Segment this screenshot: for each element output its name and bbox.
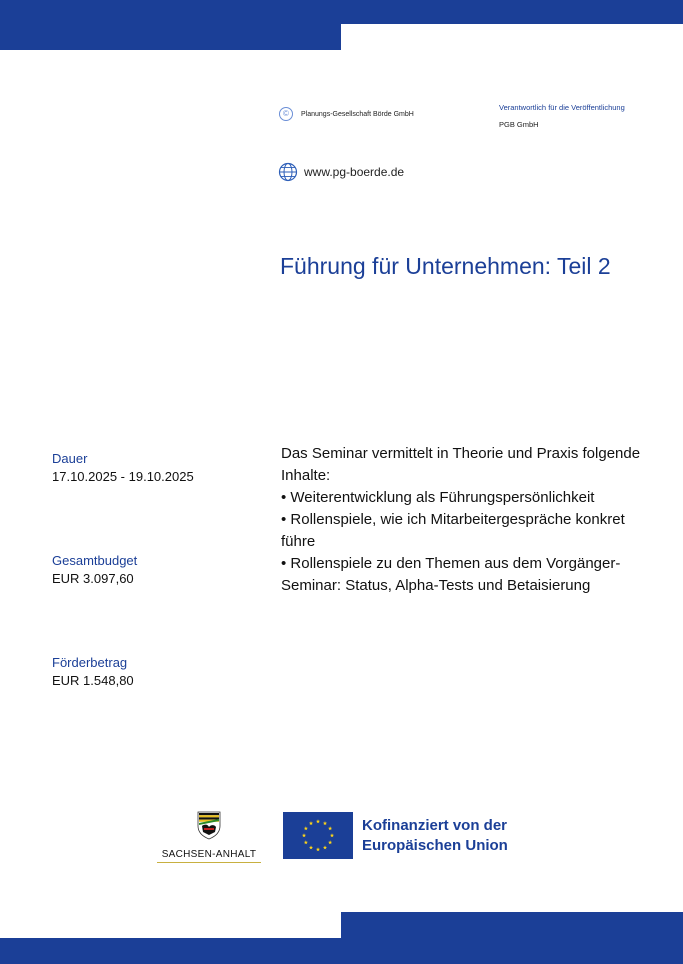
budget-block — [52, 552, 137, 588]
sachsen-anhalt-label: SACHSEN-ANHALT — [157, 849, 261, 863]
description-bullet: • Weiterentwicklung als Führungspersönlichkeit — [281, 489, 595, 506]
top-banner-tab — [0, 24, 341, 50]
funding-label: Förderbetrag — [52, 655, 128, 670]
funding-value: EUR 1.548,80 — [52, 673, 134, 688]
budget-value: EUR 3.097,60 — [52, 571, 134, 586]
budget-label: Gesamtbudget — [52, 553, 138, 568]
duration-block — [52, 450, 194, 486]
eu-cofunding-text — [362, 816, 508, 856]
funding-block — [52, 654, 134, 690]
description-bullet: • Rollenspiele, wie ich Mitarbeitergespräche konkret führe — [281, 511, 625, 550]
eu-line-1: Kofinanziert von der — [362, 817, 508, 834]
website-line[interactable] — [278, 162, 404, 182]
description-bullet: • Rollenspiele zu den Themen aus dem Vorgänger-Seminar: Status, Alpha-Tests und Betaisierung — [281, 555, 621, 594]
duration-label: Dauer — [52, 451, 88, 466]
page-title: Führung für Unternehmen: Teil 2 — [280, 253, 611, 279]
top-banner-bar — [0, 0, 683, 24]
responsible-value: PGB GmbH — [499, 120, 539, 129]
sachsen-anhalt-coat-of-arms — [196, 810, 222, 840]
website-link[interactable]: www.pg-boerde.de — [304, 165, 405, 179]
responsible-label: Verantwortlich für die Veröffentlichung — [499, 103, 625, 112]
globe-icon — [278, 162, 298, 182]
description-intro: Das Seminar vermittelt in Theorie und Praxis folgende Inhalte: — [281, 445, 641, 484]
eu-line-2: Europäischen Union — [362, 837, 508, 854]
eu-flag-icon — [283, 812, 353, 859]
seminar-description — [281, 443, 661, 597]
copyright-text: Planungs-Gesellschaft Börde GmbH — [301, 110, 414, 118]
copyright-line — [279, 107, 414, 121]
sachsen-anhalt-logo — [157, 810, 261, 863]
bottom-banner-tab — [341, 912, 683, 938]
copyright-icon: © — [279, 107, 293, 121]
bottom-banner-bar — [0, 938, 683, 964]
duration-value: 17.10.2025 - 19.10.2025 — [52, 469, 194, 484]
